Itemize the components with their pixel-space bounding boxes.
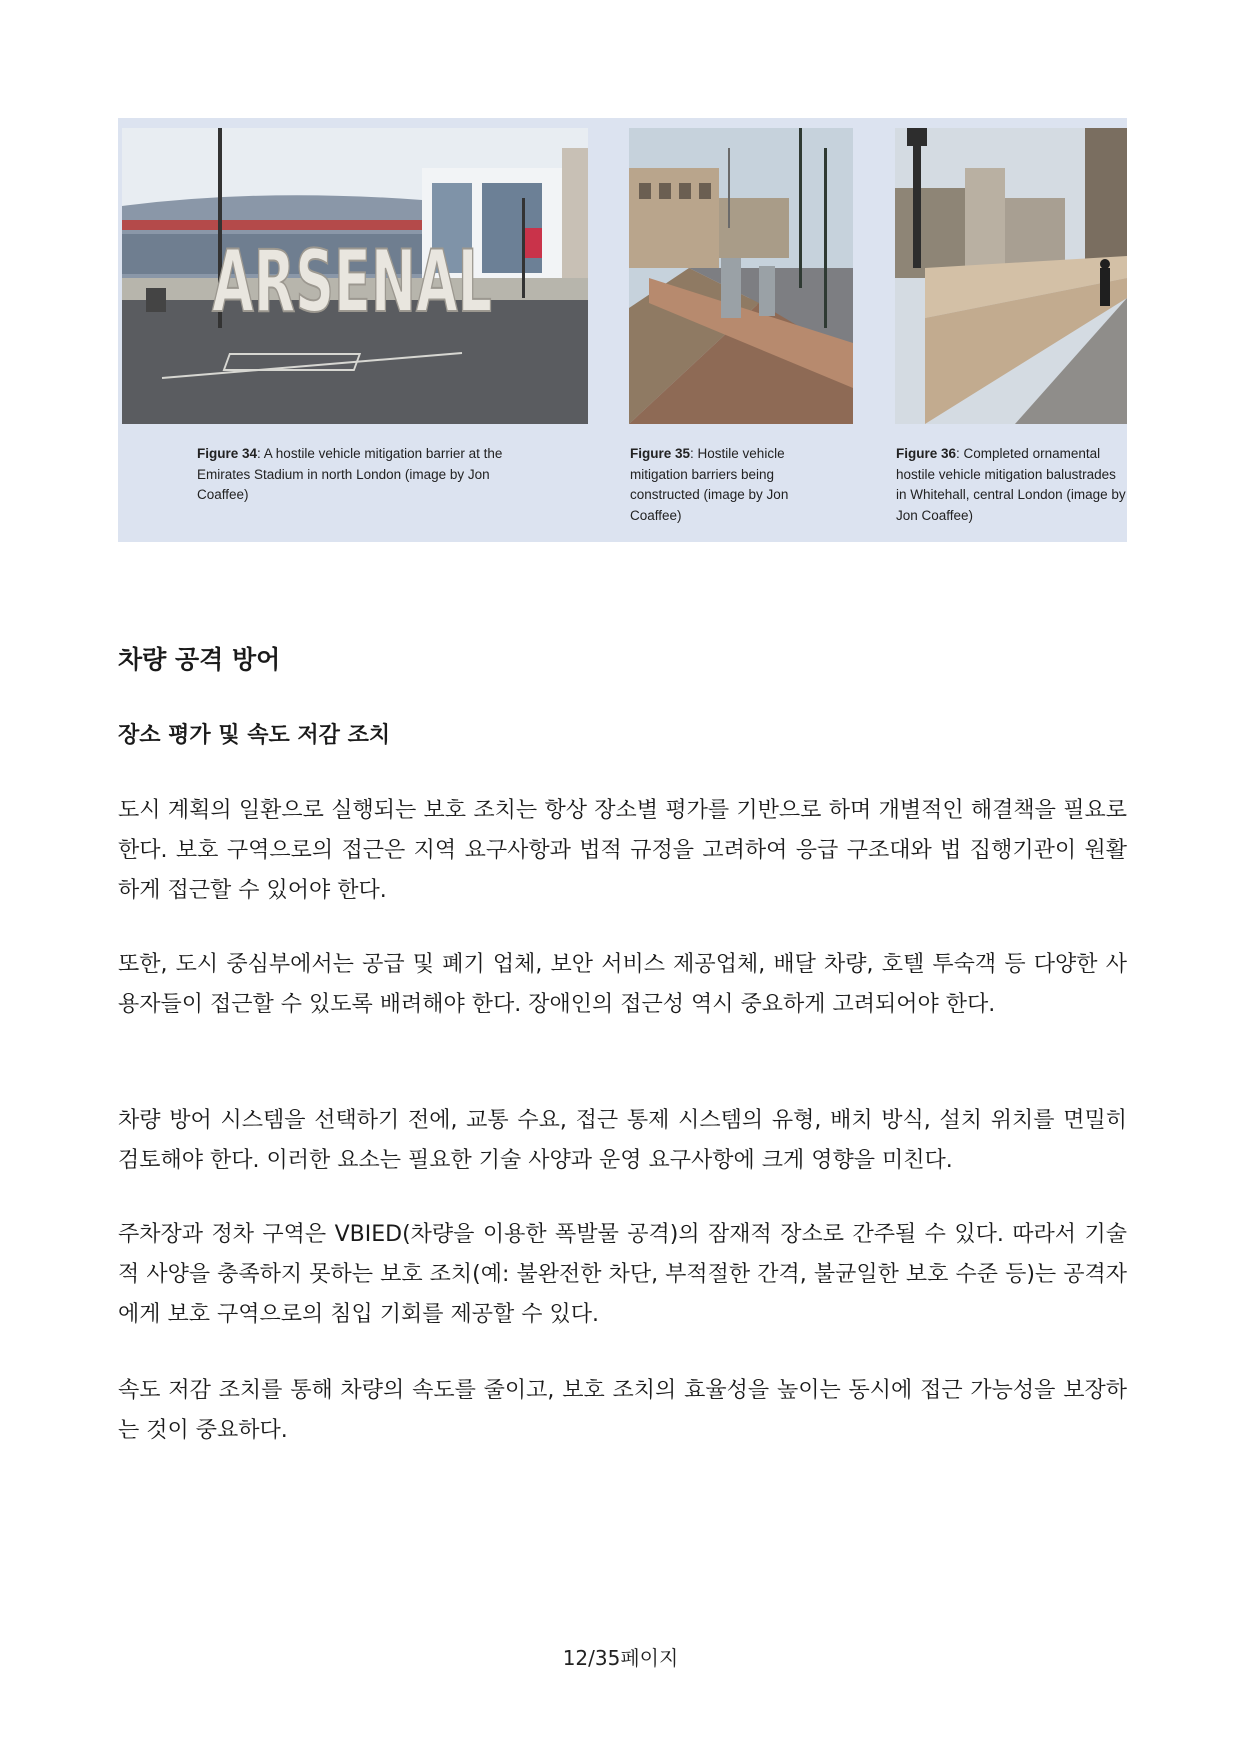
body-paragraph-3: 차량 방어 시스템을 선택하기 전에, 교통 수요, 접근 통제 시스템의 유형, 배치 방식, 설치 위치를 면밀히 검토해야 한다. 이러한 요소는 필요한 기술 사양과 운영 요구사항에 크게 영향을 미친다. — [118, 1108, 1127, 1173]
figure-34-photo — [122, 128, 588, 424]
figure-34-label: Figure 34 — [197, 446, 258, 461]
figure-36-photo — [895, 128, 1127, 424]
body-paragraph-5: 속도 저감 조치를 통해 차량의 속도를 줄이고, 보호 조치의 효율성을 높이는 동시에 접근 가능성을 보장하는 것이 중요하다. — [118, 1378, 1127, 1443]
figure-panel — [118, 118, 1127, 542]
figure-36-caption-text: : Completed ornamental hostile vehicle mitigation balustrades in Whitehall, central London (image by Jon Coaffee) — [896, 446, 1126, 523]
body-paragraph-1: 도시 계획의 일환으로 실행되는 보호 조치는 항상 장소별 평가를 기반으로 하며 개별적인 해결책을 필요로 한다. 보호 구역으로의 접근은 지역 요구사항과 법적 규정을 고려하여 응급 구조대와 법 집행기관이 원활하게 접근할 수 있어야 한다. — [118, 798, 1127, 903]
figure-35-caption — [630, 444, 830, 526]
subsection-title: 장소 평가 및 속도 저감 조치 — [118, 723, 391, 748]
page-number: 12/35페이지 — [562, 1646, 679, 1670]
section-title: 차량 공격 방어 — [118, 645, 281, 674]
figure-35-photo — [629, 128, 853, 424]
body-paragraph-2: 또한, 도시 중심부에서는 공급 및 폐기 업체, 보안 서비스 제공업체, 배달 차량, 호텔 투숙객 등 다양한 사용자들이 접근할 수 있도록 배려해야 한다. 장애인의 접근성 역시 중요하게 고려되어야 한다. — [118, 952, 1127, 1017]
figure-34-caption-text: : A hostile vehicle mitigation barrier at the Emirates Stadium in north London (image by Jon Coaffee) — [197, 446, 503, 502]
arsenal-letters: ARSENAL — [212, 232, 492, 332]
figure-35-label: Figure 35 — [630, 446, 691, 461]
figure-36-label: Figure 36 — [896, 446, 957, 461]
figure-34-caption — [197, 444, 517, 506]
figure-35-caption-text: : Hostile vehicle mitigation barriers being constructed (image by Jon Coaffee) — [630, 446, 789, 523]
figure-36-caption — [896, 444, 1128, 526]
body-paragraph-4: 주차장과 정차 구역은 VBIED(차량을 이용한 폭발물 공격)의 잠재적 장소로 간주될 수 있다. 따라서 기술적 사양을 충족하지 못하는 보호 조치(예: 불완전한 차단, 부적절한 간격, 불균일한 보호 수준 등)는 공격자에게 보호 구역으로의 침입 기회를 제공할 수 있다. — [118, 1222, 1127, 1327]
